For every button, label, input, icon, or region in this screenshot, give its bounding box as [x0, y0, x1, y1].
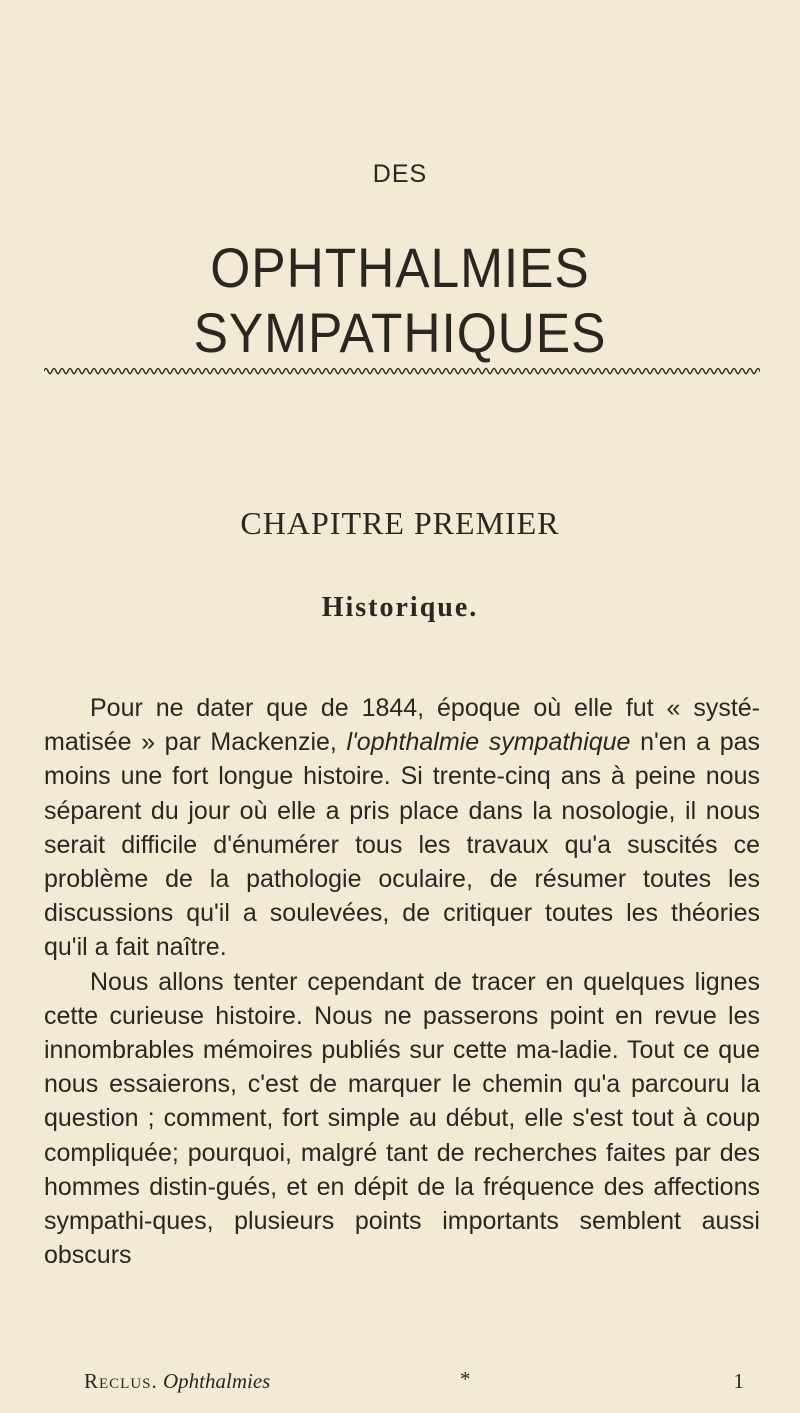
wavy-rule-ornament — [44, 364, 760, 378]
footer-mark: * — [460, 1367, 471, 1391]
main-title: OPHTHALMIES SYMPATHIQUES — [193, 236, 607, 364]
paragraph-1-end: n'en a pas moins une fort longue histoire. Si trente-cinq ans à peine nous séparent du jour où elle a pris place dans la nosologie, il nous serait difficile d'énumérer tous les travaux qu'a suscités ce problème de la pathologie oculaire, de résumer toutes les discussions qu'il a soulevées, de critiquer toutes les théories qu'il a fait naître. — [44, 728, 760, 962]
chapter-title: CHAPITRE PREMIER — [240, 505, 560, 541]
printer-signature — [84, 1369, 270, 1394]
paragraph-1 — [44, 691, 760, 965]
page-footer — [84, 1369, 744, 1399]
signature-number: 1 — [733, 1369, 744, 1393]
paragraph-1-start: Pour ne dater que de 1844, époque où elle fut « systé-matisée » par Mackenzie, — [44, 694, 760, 757]
footer-work: Ophthalmies — [163, 1369, 271, 1393]
paragraph-2: Nous allons tenter cependant de tracer en quelques lignes cette curieuse histoire. Nous ne passerons point en revue les innombrables mémoires publiés sur cette ma-ladie. Tout ce que nous essaierons, c'est de marquer le chemin qu'a parcouru la question ; comment, fort simple au début, elle s'est tout à coup compliquée; pourquoi, malgré tant de recherches faites par des hommes distin-gués, et en dépit de la fréquence des affections sympathi-ques, plusieurs points importants semblent aussi obscurs — [44, 967, 760, 1270]
footer-author: Reclus. — [84, 1369, 158, 1393]
body-text — [44, 691, 760, 1272]
pre-title: DES — [372, 160, 428, 188]
paragraph-1-italic: l'ophthalmie sympathique — [346, 728, 631, 757]
section-title: Historique. — [321, 592, 479, 623]
